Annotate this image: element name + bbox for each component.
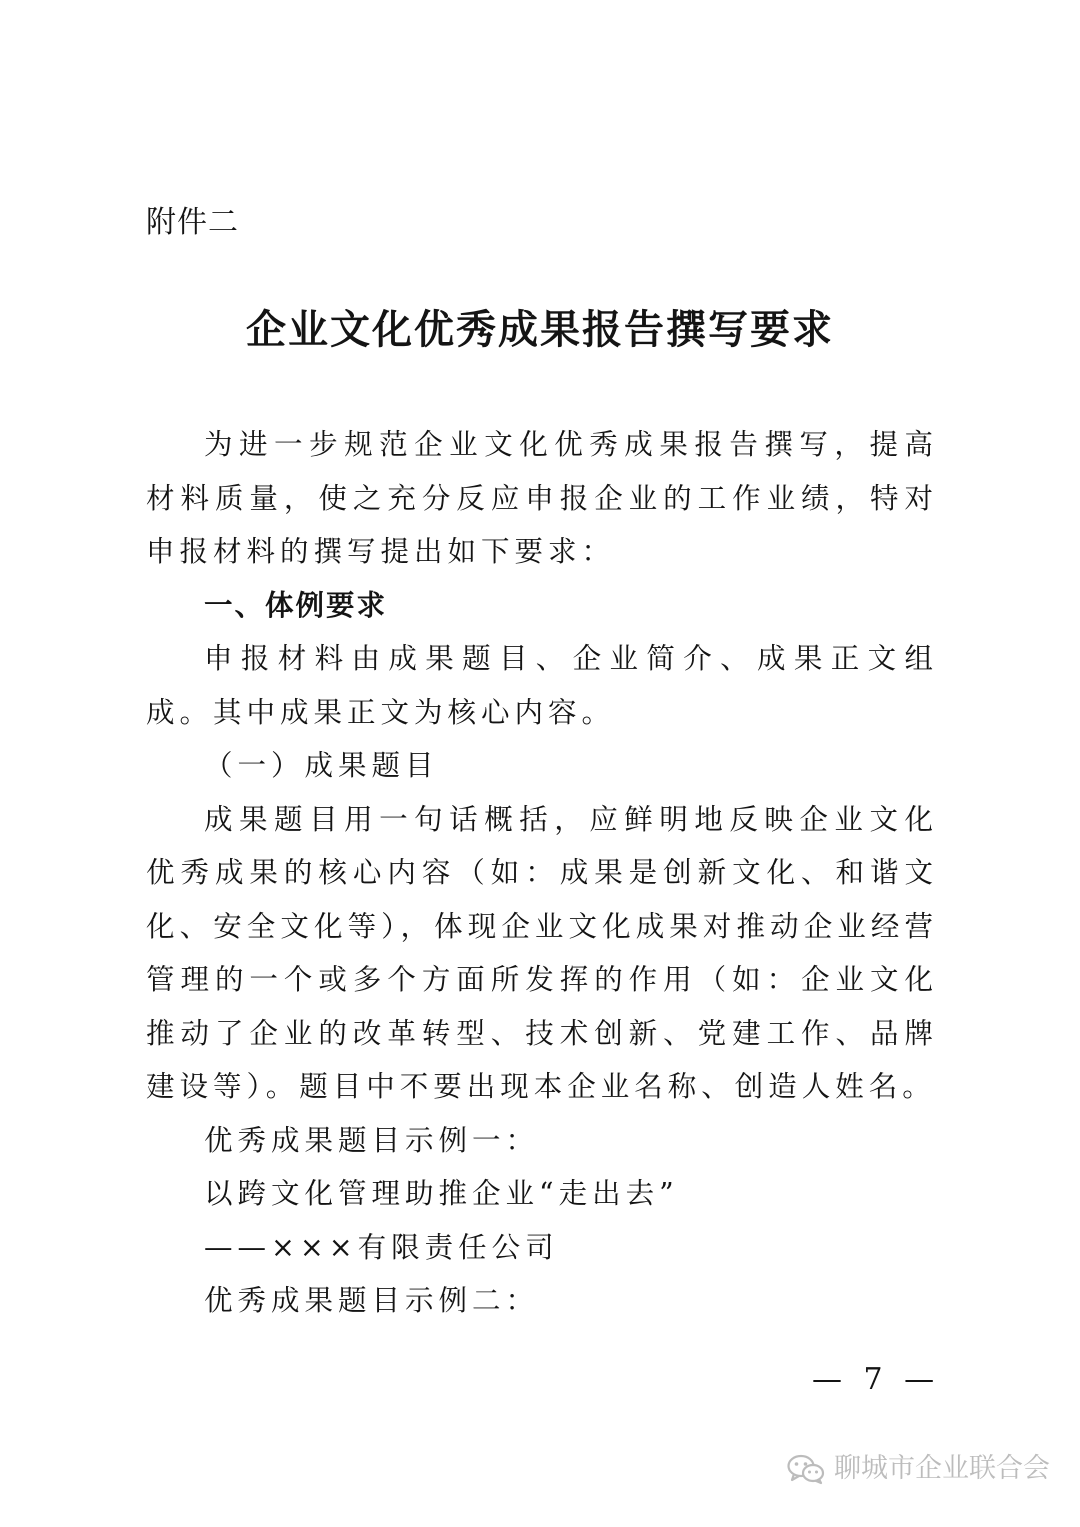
title-requirements-paragraph: 成果题目用一句话概括，应鲜明地反映企业文化优秀成果的核心内容（如：成果是创新文化、和谐文化、安全文化等），体现企业文化成果对推动企业经营管理的一个或多个方面所发挥的作用（如：企业文化推动了企业的改革转型、技术创新、党建工作、品牌建设等）。题目中不要出现本企业名称、创造人姓名。 — [146, 802, 938, 1103]
attachment-label: 附件二 — [146, 205, 239, 240]
intro-paragraph: 为进一步规范企业文化优秀成果报告撰写，提高材料质量，使之充分反应申报企业的工作业绩，特对申报材料的撰写提出如下要求： — [146, 428, 938, 568]
watermark — [786, 1452, 1050, 1486]
example-one-label: 优秀成果题目示例一： — [204, 1123, 540, 1157]
watermark-text: 聊城市企业联合会 — [834, 1453, 1050, 1484]
section-heading-format: 一、体例要求 — [204, 588, 388, 622]
format-paragraph: 申报材料由成果题目、企业简介、成果正文组成。其中成果正文为核心内容。 — [146, 642, 938, 729]
wechat-icon — [786, 1453, 826, 1485]
document-body — [146, 418, 938, 1328]
example-two-label: 优秀成果题目示例二： — [204, 1284, 540, 1317]
document-title: 企业文化优秀成果报告撰写要求 — [246, 307, 834, 353]
subsection-heading-title: （一）成果题目 — [204, 749, 439, 782]
example-one-title: 以跨文化管理助推企业“走出去” — [204, 1177, 679, 1210]
page-number: — 7 — — [812, 1362, 941, 1397]
example-one-company: ——×××有限责任公司 — [204, 1230, 559, 1264]
